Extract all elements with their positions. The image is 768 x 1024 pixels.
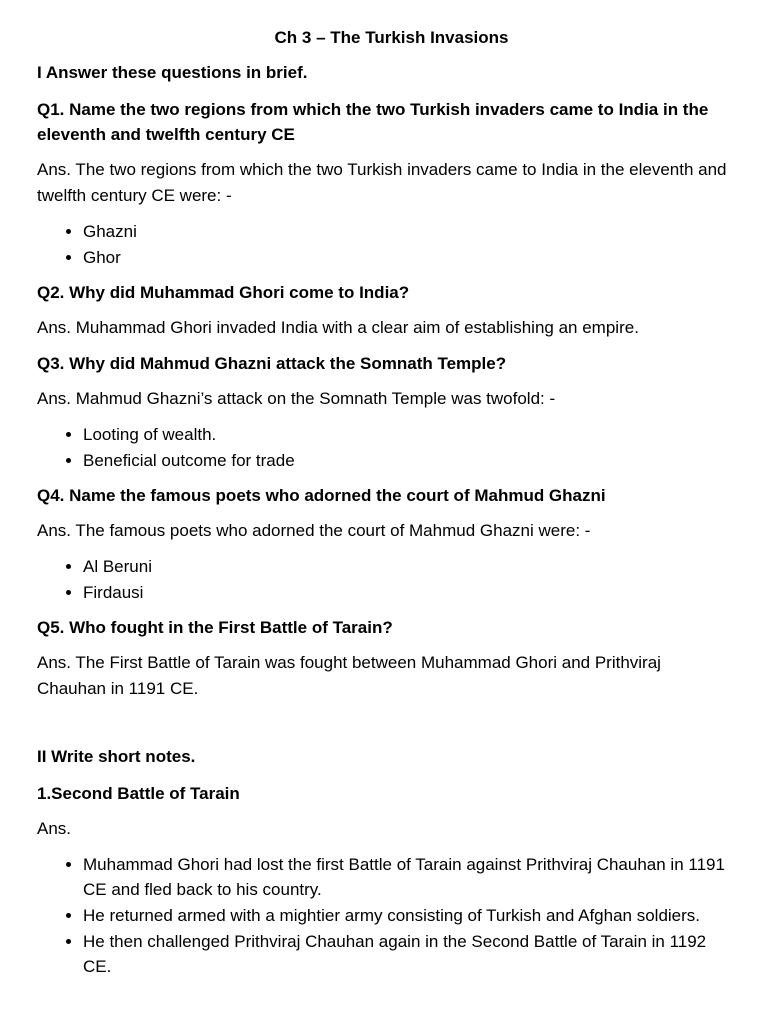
list-item: • Ghazni (83, 219, 734, 245)
list-item: • Looting of wealth. (83, 422, 734, 448)
question-4: Q4. Name the famous poets who adorned the court of Mahmud Ghazni (37, 486, 606, 505)
answer-5: Ans. The First Battle of Tarain was fought between Muhammad Ghori and Prithviraj Chauhan in 1191 CE. (37, 653, 661, 698)
question-2: Q2. Why did Muhammad Ghori come to India? (37, 283, 410, 302)
list-item: • Muhammad Ghori had lost the first Battle of Tarain against Prithviraj Chauhan in 1191 CE and fled back to his country. (83, 852, 734, 902)
question-1: Q1. Name the two regions from which the two Turkish invaders came to India in the eleventh and twelfth century CE (37, 100, 709, 144)
answer-4-list (37, 554, 734, 606)
list-item: • Beneficial outcome for trade (83, 448, 734, 474)
answer-4: Ans. The famous poets who adorned the court of Mahmud Ghazni were: - (37, 521, 591, 540)
note-1-ans-label: Ans. (37, 819, 72, 838)
list-item: • Firdausi (83, 580, 734, 606)
list-item: • He then challenged Prithviraj Chauhan again in the Second Battle of Tarain in 1192 CE. (83, 929, 734, 979)
answer-1: Ans. The two regions from which the two Turkish invaders came to India in the eleventh and twelfth century CE were: - (37, 160, 727, 205)
page-title: Ch 3 – The Turkish Invasions (274, 28, 509, 47)
list-item: • Ghor (83, 245, 734, 271)
note-1-list (37, 852, 734, 979)
answer-2: Ans. Muhammad Ghori invaded India with a clear aim of establishing an empire. (37, 318, 639, 337)
answer-3-list (37, 422, 734, 474)
note-1-title: 1.Second Battle of Tarain (37, 784, 240, 803)
question-5: Q5. Who fought in the First Battle of Tarain? (37, 618, 393, 637)
section-1-heading: I Answer these questions in brief. (37, 63, 308, 82)
spacer (37, 712, 734, 746)
list-item: • Al Beruni (83, 554, 734, 580)
answer-1-list (37, 219, 734, 271)
answer-3: Ans. Mahmud Ghazni’s attack on the Somnath Temple was twofold: - (37, 389, 556, 408)
question-3: Q3. Why did Mahmud Ghazni attack the Somnath Temple? (37, 354, 507, 373)
section-2-heading: II Write short notes. (37, 747, 196, 766)
list-item: • He returned armed with a mightier army consisting of Turkish and Afghan soldiers. (83, 903, 734, 928)
